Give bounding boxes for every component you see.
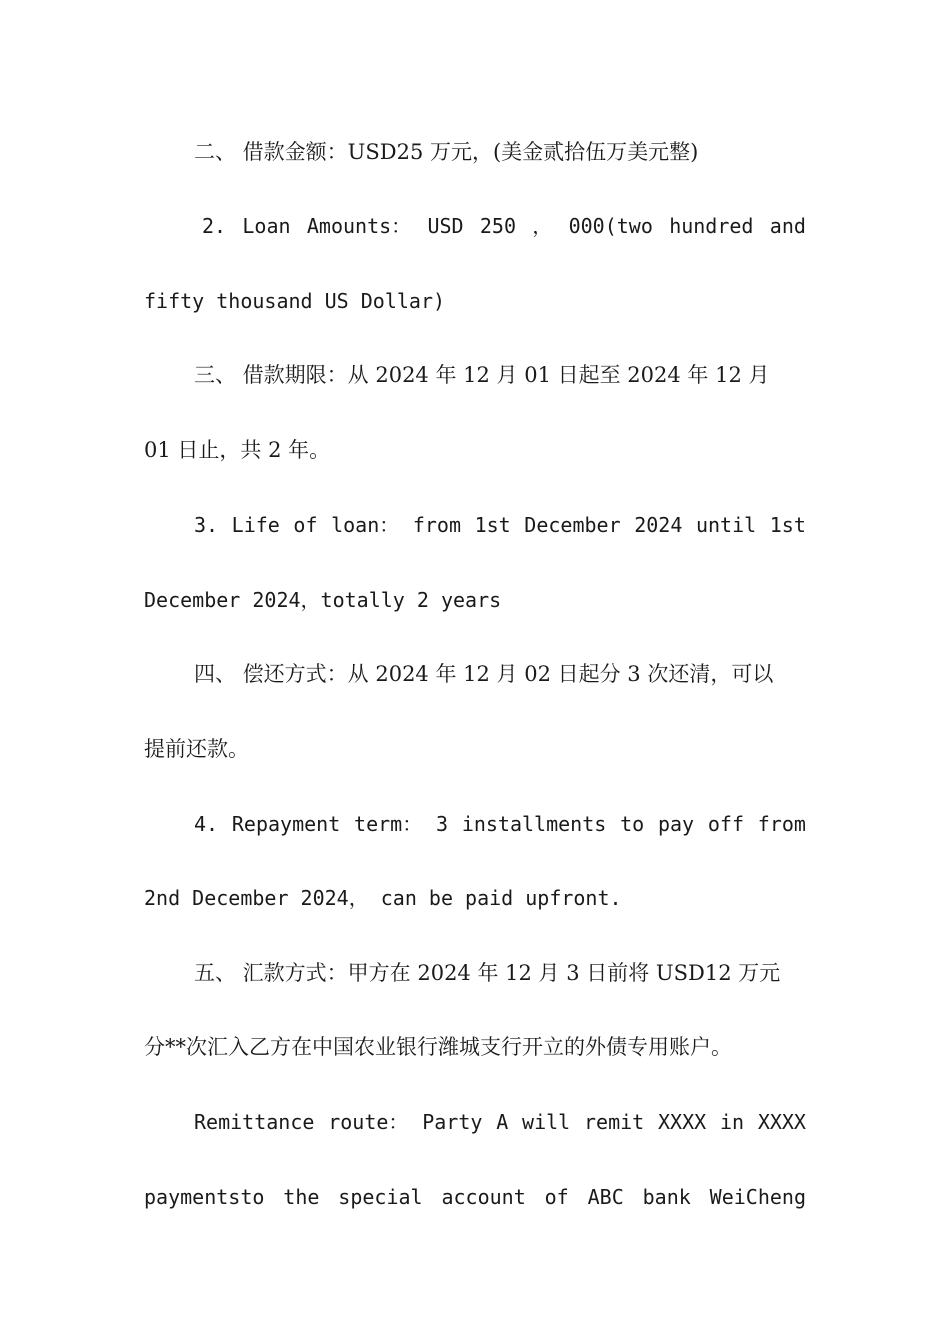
word: and xyxy=(769,214,806,238)
word: of xyxy=(544,1185,569,1209)
section-5-en-line-1 xyxy=(194,1107,806,1137)
word: hundred xyxy=(669,214,754,238)
section-5-en-line-2 xyxy=(144,1182,806,1212)
word: from xyxy=(412,513,462,537)
section-2-zh-heading: 二、 借款金额：USD25 万元，(美金贰拾伍万美元整) xyxy=(194,140,699,164)
word: XXXX xyxy=(757,1110,806,1134)
section-2-en-line-2: fifty thousand US Dollar) xyxy=(144,289,446,313)
section-4-zh-line-2: 提前还款。 xyxy=(144,737,249,761)
section-3-zh-line-1: 三、 借款期限：从 2024 年 12 月 01 日起至 2024 年 12 月 xyxy=(194,363,770,387)
word: USD xyxy=(427,214,464,238)
word: to xyxy=(620,812,645,836)
word: 000(two xyxy=(568,214,653,238)
word: term： xyxy=(354,812,423,836)
word: A xyxy=(496,1110,509,1134)
word: the xyxy=(283,1185,320,1209)
word: route： xyxy=(328,1110,409,1134)
word: installments xyxy=(461,812,607,836)
word: bank xyxy=(642,1185,691,1209)
word: until xyxy=(695,513,757,537)
word: 2. xyxy=(202,214,227,238)
word: special xyxy=(338,1185,423,1209)
section-4-en-line-2: 2nd December 2024， can be paid upfront. xyxy=(144,886,622,910)
section-3-en-line-2: December 2024，totally 2 years xyxy=(144,588,502,612)
word: ， xyxy=(532,214,553,238)
word: 3. xyxy=(194,513,219,537)
word: Party xyxy=(422,1110,483,1134)
word: Repayment xyxy=(231,812,341,836)
word: loan： xyxy=(331,513,400,537)
word: will xyxy=(522,1110,571,1134)
word: WeiCheng xyxy=(709,1185,806,1209)
word: off xyxy=(707,812,744,836)
word: 3 xyxy=(435,812,449,836)
word: from xyxy=(757,812,806,836)
section-3-en-line-1 xyxy=(194,510,806,540)
word: Loan xyxy=(242,214,291,238)
section-4-en-line-1 xyxy=(194,809,806,839)
word: ABC xyxy=(587,1185,624,1209)
word: 250 xyxy=(479,214,516,238)
word: December xyxy=(524,513,621,537)
word: Life xyxy=(231,513,280,537)
word: 1st xyxy=(769,513,806,537)
word: Amounts： xyxy=(306,214,412,238)
word: account xyxy=(441,1185,526,1209)
section-5-zh-line-1: 五、 汇款方式：甲方在 2024 年 12 月 3 日前将 USD12 万元 xyxy=(194,961,781,985)
word: remit xyxy=(583,1110,645,1134)
section-4-zh-line-1: 四、 偿还方式：从 2024 年 12 月 02 日起分 3 次还清，可以 xyxy=(194,662,774,686)
word: of xyxy=(293,513,318,537)
word: 4. xyxy=(194,812,219,836)
section-2-en-line-1 xyxy=(202,211,806,241)
section-3-zh-line-2: 01 日止，共 2 年。 xyxy=(144,438,331,462)
word: paymentsto xyxy=(144,1185,265,1209)
word: 2024 xyxy=(634,513,683,537)
word: XXXX xyxy=(657,1110,707,1134)
word: in xyxy=(719,1110,745,1134)
word: 1st xyxy=(474,513,511,537)
word: Remittance xyxy=(194,1110,315,1134)
word: pay xyxy=(657,812,695,836)
section-5-zh-line-2: 分**次汇入乙方在中国农业银行潍城支行开立的外债专用账户。 xyxy=(144,1035,732,1059)
